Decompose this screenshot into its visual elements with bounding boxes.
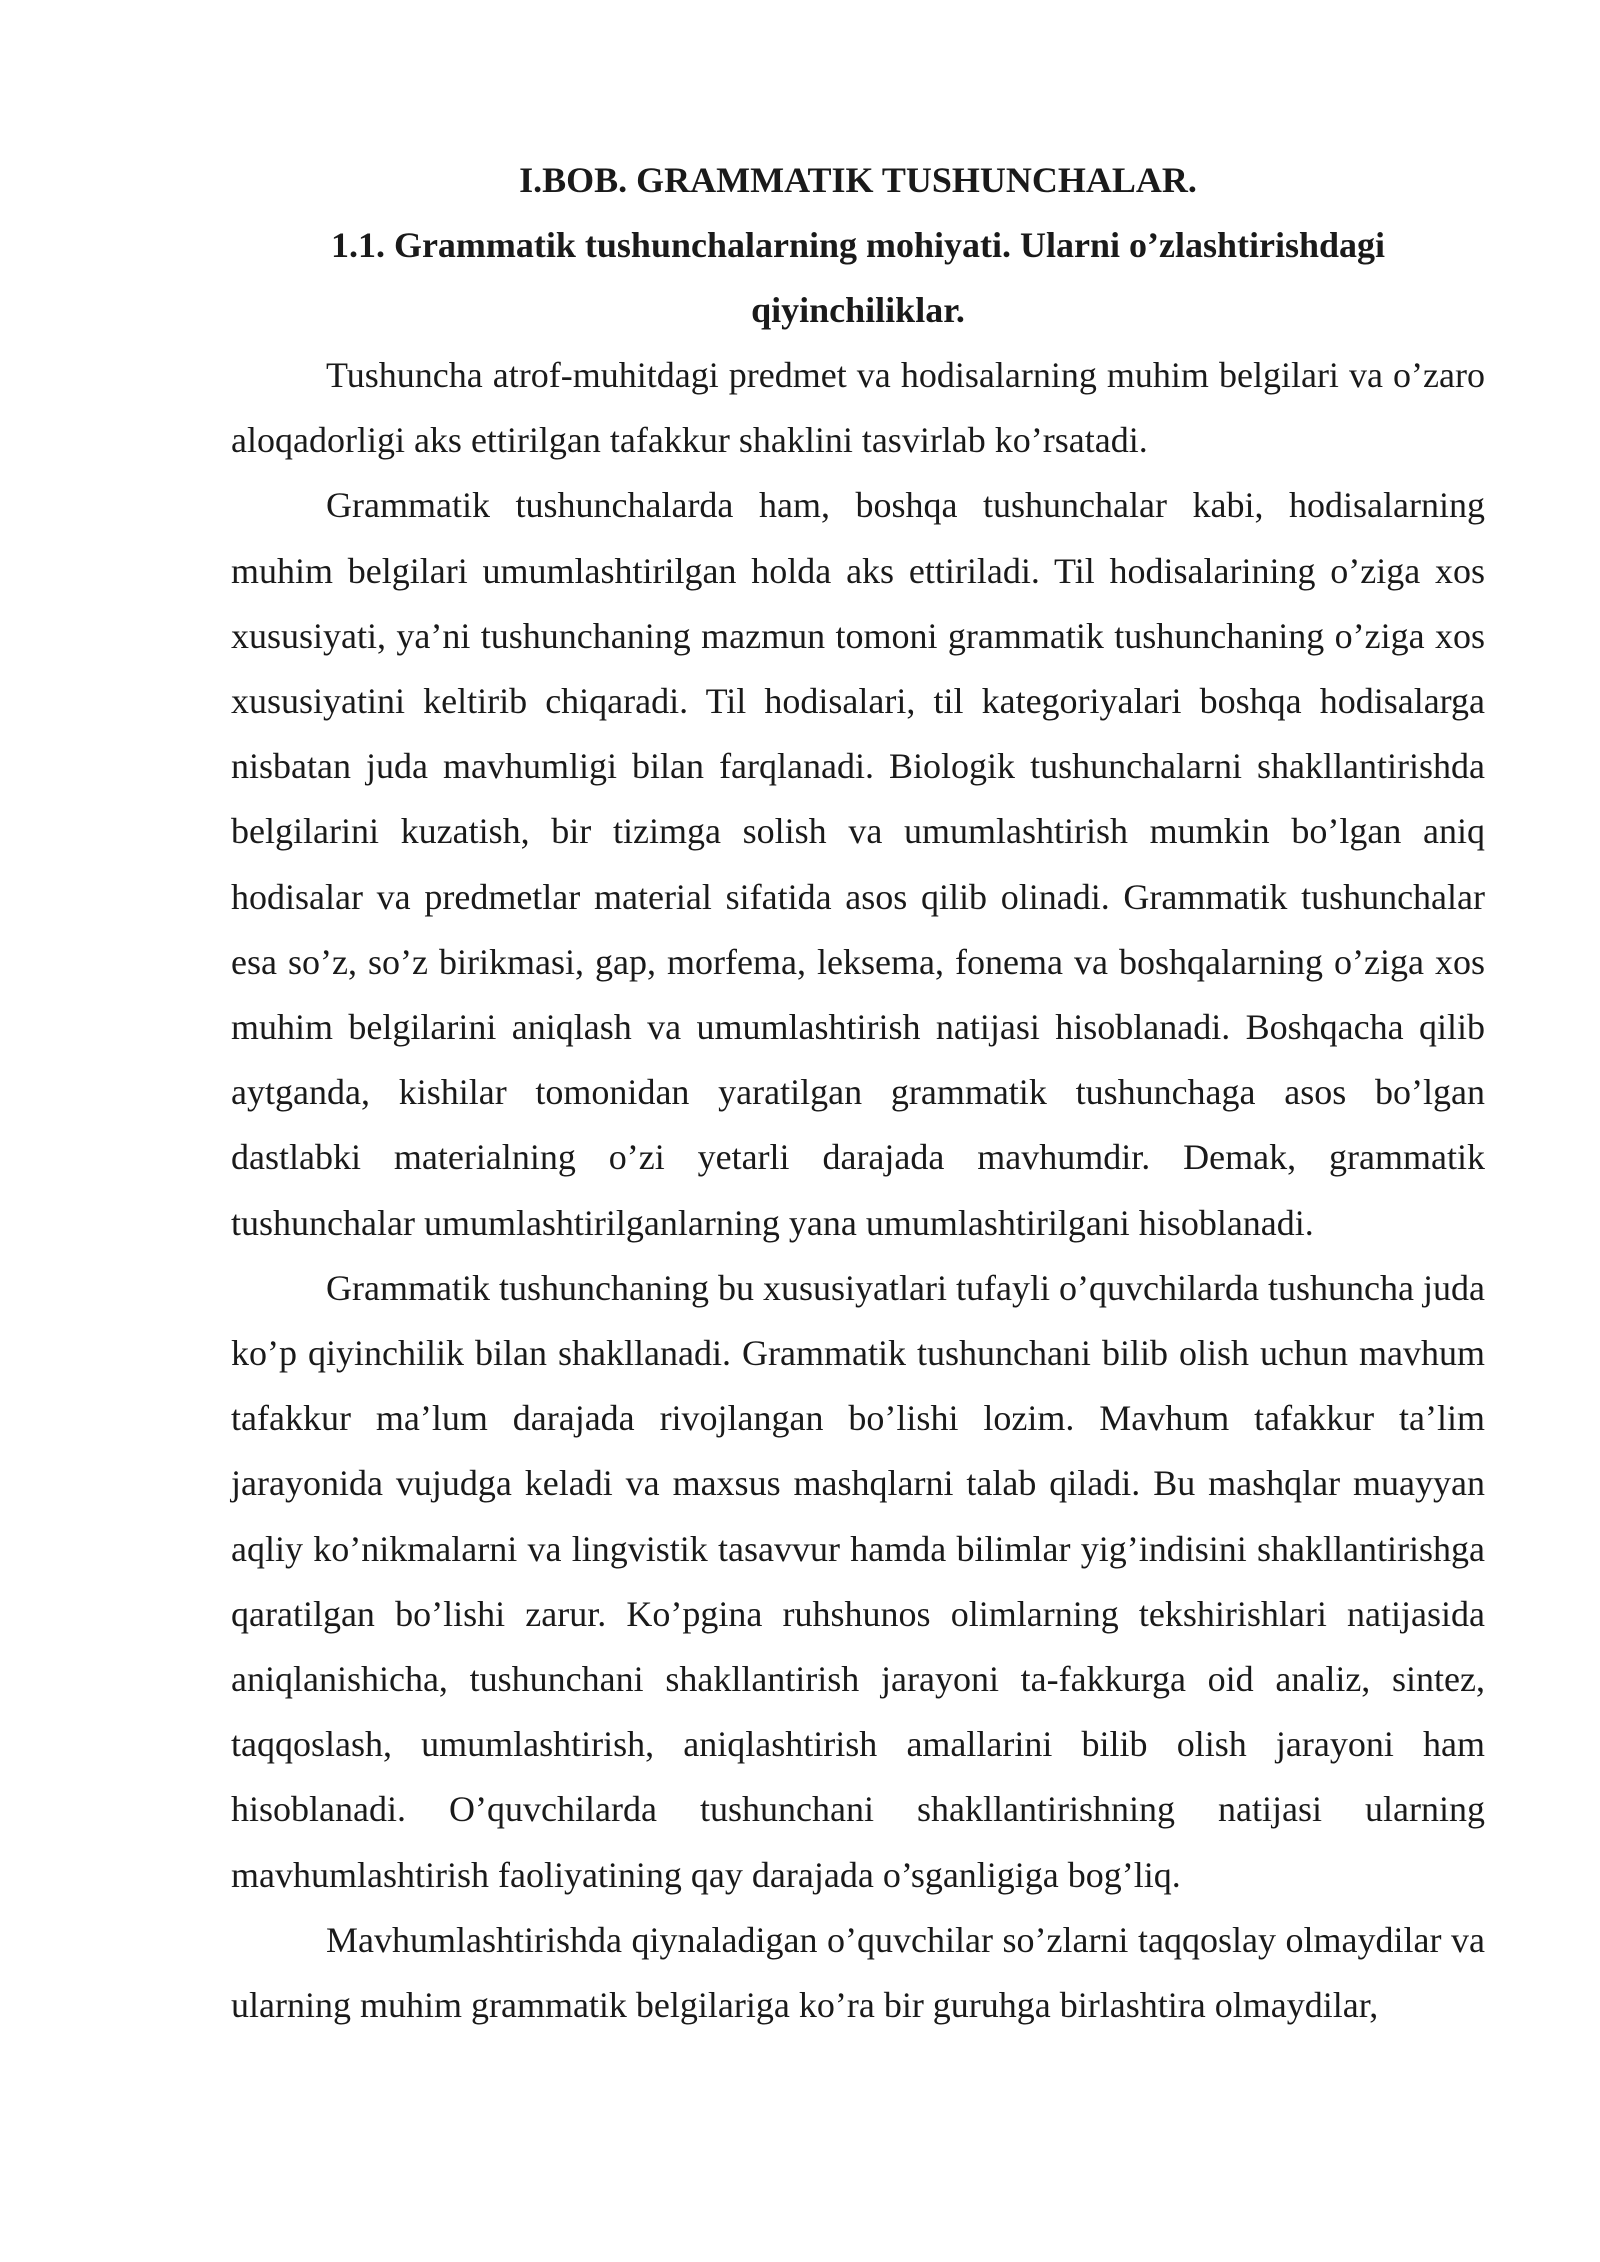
paragraph: Grammatik tushunchalarda ham, boshqa tushunchalar kabi, hodisalarning muhim belgilari umumlashtirilgan holda aks ettiriladi. Til hodisalarining o’ziga xos xususiyati, ya’ni tushunchaning mazmun tomoni grammatik tushunchaning o’ziga xos xususiyatini keltirib chiqaradi. Til hodisalari, til kategoriyalari boshqa hodisalarga nisbatan juda mavhumligi bilan farqlanadi. Biologik tushunchalarni shakllantirishda belgilarini kuzatish, bir tizimga solish va umumlashtirish mumkin bo’lgan aniq hodisalar va predmetlar material sifatida asos qilib olinadi. Grammatik tushunchalar esa so’z, so’z birikmasi, gap, morfema, leksema, fonema va boshqalarning o’ziga xos muhim belgilarini aniqlash va umumlashtirish natijasi hisoblanadi. Boshqacha qilib aytganda, kishilar tomonidan yaratilgan grammatik tushunchaga asos bo’lgan dastlabki materialning o’zi yetarli darajada mavhumdir. Demak, grammatik tushunchalar umumlashtirilganlarning yana umumlashtirilgani hisoblanadi. — [231, 485, 1485, 1243]
document-page — [231, 148, 1485, 2038]
chapter-title: I.BOB. GRAMMATIK TUSHUNCHALAR. — [519, 160, 1197, 200]
paragraph: Grammatik tushunchaning bu xususiyatlari tufayli o’quvchilarda tushuncha juda ko’p qiyinchilik bilan shakllanadi. Grammatik tushunchani bilib olish uchun mavhum tafakkur ma’lum darajada rivojlangan bo’lishi lozim. Mavhum tafakkur ta’lim jarayonida vujudga keladi va maxsus mashqlarni talab qiladi. Bu mashqlar muayyan aqliy ko’nikmalarni va lingvistik tasavvur hamda bilimlar yig’indisini shakllantirishga qaratilgan bo’lishi zarur. Ko’pgina ruhshunos olimlarning tekshirishlari natijasida aniqlanishicha, tushunchani shakllantirish jarayoni ta-fakkurga oid analiz, sintez, taqqoslash, umumlashtirish, aniqlashtirish amallarini bilib olish jarayoni ham hisoblanadi. O’quvchilarda tushunchani shakllantirishning natijasi ularning mavhumlashtirish faoliyatining qay darajada o’sganligiga bog’liq. — [231, 1267, 1485, 1895]
section-title: 1.1. Grammatik tushunchalarning mohiyati. Ularni o’zlashtirishdagi qiyinchiliklar. — [330, 225, 1386, 330]
paragraph: Tushuncha atrof-muhitdagi predmet va hodisalarning muhim belgilari va o’zaro aloqadorligi aks ettirilgan tafakkur shaklini tasvirlab ko’rsatadi. — [231, 355, 1485, 461]
paragraph: Mavhumlashtirishda qiynaladigan o’quvchilar so’zlarni taqqoslay olmaydilar va ularning muhim grammatik belgilariga ko’ra bir guruhga birlashtira olmaydilar, — [231, 1919, 1485, 2026]
